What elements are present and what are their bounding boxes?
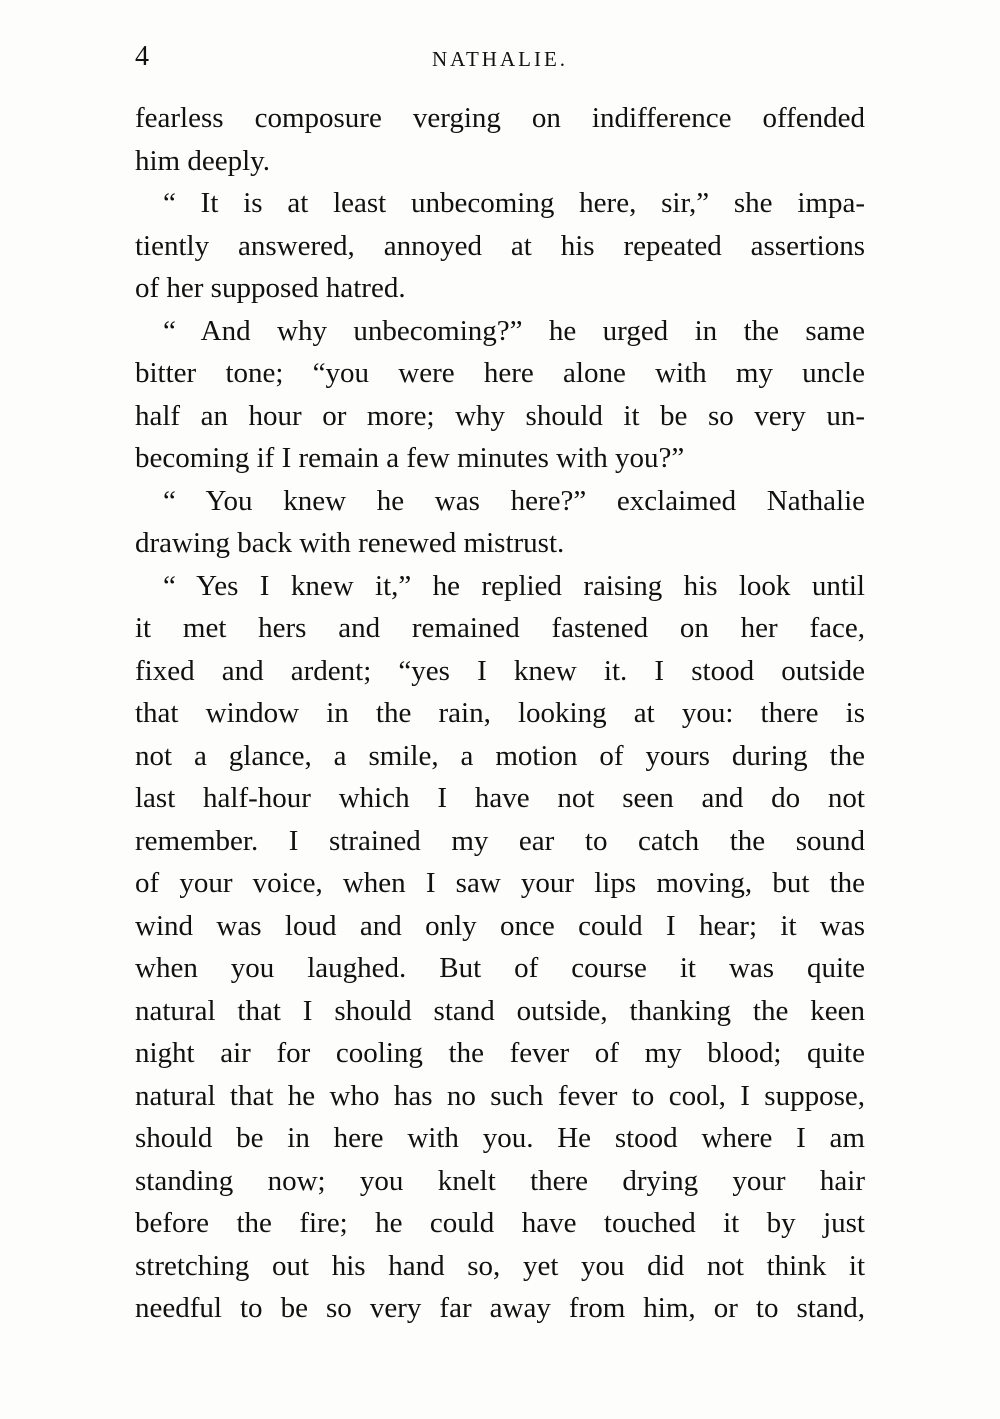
text-line: of your voice, when I saw your lips moving, but the — [135, 867, 865, 899]
text-line: stretching out his hand so, yet you did not think it — [135, 1249, 865, 1282]
text-line: of her supposed hatred. — [135, 272, 406, 304]
text-line: “ You knew he was here?” exclaimed Nathalie — [163, 484, 865, 517]
body-text — [135, 97, 865, 1330]
text-line: tiently answered, annoyed at his repeated assertions — [135, 229, 865, 262]
text-line: night air for cooling the fever of my blood; quite — [135, 1037, 865, 1069]
text-line: when you laughed. But of course it was quite — [135, 952, 865, 984]
text-line: becoming if I remain a few minutes with you?” — [135, 442, 685, 474]
text-line: that window in the rain, looking at you: there is — [135, 697, 865, 729]
text-line: drawing back with renewed mistrust. — [135, 527, 565, 559]
text-line: standing now; you knelt there drying your hair — [135, 1164, 865, 1197]
text-line: should be in here with you. He stood where I am — [135, 1122, 865, 1154]
text-line: “ And why unbecoming?” he urged in the same — [163, 314, 865, 347]
text-line: fixed and ardent; “yes I knew it. I stood outside — [135, 654, 865, 687]
text-line: bitter tone; “you were here alone with my uncle — [135, 357, 865, 389]
text-line: remember. I strained my ear to catch the sound — [135, 824, 865, 857]
text-line: natural that I should stand outside, thanking the keen — [135, 994, 865, 1027]
text-line: it met hers and remained fastened on her face, — [135, 612, 865, 644]
text-line: fearless composure verging on indifference offended — [135, 102, 865, 134]
text-line: natural that he who has no such fever to cool, I suppose, — [135, 1079, 865, 1112]
text-line: “ It is at least unbecoming here, sir,” she impa- — [163, 187, 865, 219]
text-line: him deeply. — [135, 144, 271, 177]
text-line: needful to be so very far away from him, or to stand, — [135, 1292, 865, 1324]
text-line: before the fire; he could have touched it by just — [135, 1207, 865, 1239]
text-line: not a glance, a smile, a motion of yours during the — [135, 739, 865, 772]
text-line: wind was loud and only once could I hear; it was — [135, 909, 865, 942]
text-line: last half-hour which I have not seen and do not — [135, 782, 865, 814]
page-header — [135, 38, 865, 78]
page-number: 4 — [135, 41, 149, 72]
text-line: half an hour or more; why should it be so very un- — [135, 399, 865, 432]
text-line: “ Yes I knew it,” he replied raising his look until — [163, 569, 865, 602]
running-head: NATHALIE. — [431, 47, 569, 71]
